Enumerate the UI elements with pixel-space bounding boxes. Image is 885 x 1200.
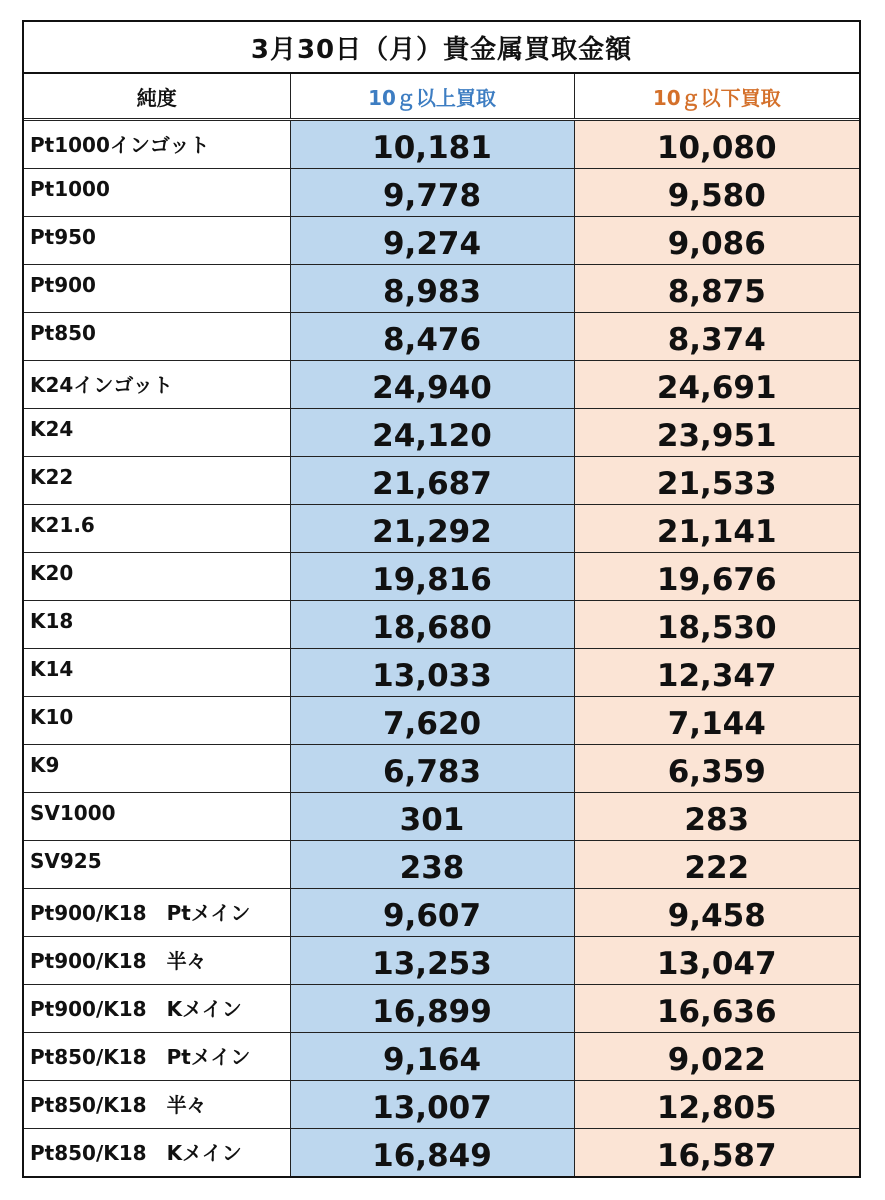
table-row [24, 793, 859, 841]
purity-label: Pt900/K18 Kメイン [24, 985, 290, 1033]
price-under-10g-value: 19,676 [656, 561, 777, 598]
price-under-10g [574, 697, 859, 745]
price-over-10g [290, 457, 574, 505]
price-over-10g-value: 16,849 [372, 1137, 492, 1174]
price-over-10g-value: 13,033 [372, 657, 492, 694]
price-under-10g [574, 889, 859, 937]
purity-label: Pt850/K18 Kメイン [24, 1129, 290, 1177]
table-row [24, 361, 859, 409]
price-over-10g-value: 8,983 [382, 273, 482, 310]
price-under-10g [574, 169, 859, 217]
price-over-10g-value: 238 [399, 849, 465, 886]
purity-label: Pt850/K18 Ptメイン [24, 1033, 290, 1081]
price-under-10g-value: 16,587 [656, 1137, 777, 1174]
price-under-10g [574, 601, 859, 649]
purity-label: K10 [24, 697, 290, 745]
purity-label: Pt950 [24, 217, 290, 265]
price-over-10g [290, 937, 574, 985]
price-over-10g [290, 265, 574, 313]
price-over-10g-value: 8,476 [382, 321, 482, 358]
price-under-10g-value: 6,359 [667, 753, 766, 790]
price-over-10g [290, 1129, 574, 1177]
purity-label: Pt900 [24, 265, 290, 313]
price-under-10g [574, 1129, 859, 1177]
table-row [24, 1081, 859, 1129]
price-under-10g [574, 409, 859, 457]
purity-label: Pt900/K18 Ptメイン [24, 889, 290, 937]
sheet-title: 3月30日（月）貴金属買取金額 [24, 22, 859, 74]
price-over-10g-value: 10,181 [372, 129, 492, 166]
price-over-10g-value: 9,164 [382, 1041, 482, 1078]
price-under-10g-value: 23,951 [656, 417, 777, 454]
price-under-10g-value: 12,347 [656, 657, 777, 694]
price-under-10g-value: 7,144 [667, 705, 766, 742]
purity-label: K14 [24, 649, 290, 697]
table-row [24, 120, 859, 169]
price-under-10g-value: 9,458 [667, 897, 766, 934]
table-row [24, 745, 859, 793]
table-row [24, 985, 859, 1033]
price-over-10g [290, 889, 574, 937]
header-over-10g: 10ｇ以上買取 [290, 74, 574, 120]
purity-label: K9 [24, 745, 290, 793]
price-over-10g-value: 18,680 [372, 609, 492, 646]
price-over-10g-value: 16,899 [372, 993, 492, 1030]
table-row [24, 697, 859, 745]
price-under-10g-value: 21,141 [656, 513, 777, 550]
table-row [24, 649, 859, 697]
price-over-10g-value: 19,816 [372, 561, 492, 598]
table-row [24, 169, 859, 217]
table-row [24, 1033, 859, 1081]
purity-label: K18 [24, 601, 290, 649]
price-under-10g [574, 793, 859, 841]
purity-label: K24インゴット [24, 361, 290, 409]
price-over-10g-value: 21,292 [372, 513, 492, 550]
table-row [24, 457, 859, 505]
price-under-10g-value: 9,580 [667, 177, 766, 214]
purity-label: Pt1000インゴット [24, 120, 290, 169]
price-under-10g-value: 10,080 [656, 129, 777, 166]
price-under-10g [574, 361, 859, 409]
price-under-10g [574, 1033, 859, 1081]
table-row [24, 889, 859, 937]
price-under-10g [574, 265, 859, 313]
price-under-10g [574, 985, 859, 1033]
price-over-10g [290, 120, 574, 169]
price-under-10g-value: 222 [684, 849, 750, 886]
header-under-10g: 10ｇ以下買取 [574, 74, 859, 120]
table-row [24, 601, 859, 649]
table-row [24, 937, 859, 985]
purity-label: SV925 [24, 841, 290, 889]
price-under-10g [574, 937, 859, 985]
price-over-10g [290, 985, 574, 1033]
price-under-10g-value: 16,636 [656, 993, 777, 1030]
price-under-10g [574, 120, 859, 169]
price-over-10g-value: 301 [399, 801, 465, 838]
price-under-10g-value: 12,805 [656, 1089, 777, 1126]
price-over-10g [290, 841, 574, 889]
price-under-10g-value: 18,530 [656, 609, 777, 646]
table-row [24, 553, 859, 601]
price-under-10g-value: 9,086 [667, 225, 766, 262]
price-under-10g [574, 457, 859, 505]
price-over-10g [290, 361, 574, 409]
price-sheet [22, 20, 861, 1178]
table-row [24, 217, 859, 265]
price-over-10g [290, 169, 574, 217]
price-over-10g [290, 553, 574, 601]
price-under-10g-value: 283 [684, 801, 750, 838]
price-over-10g-value: 13,007 [372, 1089, 492, 1126]
price-over-10g [290, 409, 574, 457]
price-over-10g-value: 9,274 [382, 225, 482, 262]
price-over-10g-value: 9,778 [382, 177, 482, 214]
price-over-10g-value: 24,940 [372, 369, 492, 406]
price-under-10g-value: 8,875 [667, 273, 766, 310]
price-under-10g [574, 1081, 859, 1129]
purity-label: K20 [24, 553, 290, 601]
price-over-10g [290, 601, 574, 649]
price-table [24, 74, 859, 1176]
price-over-10g [290, 697, 574, 745]
price-under-10g [574, 217, 859, 265]
purity-label: Pt850 [24, 313, 290, 361]
price-over-10g [290, 793, 574, 841]
price-over-10g [290, 1081, 574, 1129]
price-rows [24, 120, 859, 1177]
price-over-10g-value: 7,620 [382, 705, 482, 742]
price-over-10g [290, 217, 574, 265]
table-row [24, 841, 859, 889]
price-over-10g [290, 505, 574, 553]
purity-label: Pt900/K18 半々 [24, 937, 290, 985]
price-under-10g-value: 24,691 [656, 369, 777, 406]
price-over-10g-value: 9,607 [382, 897, 482, 934]
price-under-10g [574, 745, 859, 793]
price-under-10g [574, 313, 859, 361]
price-under-10g-value: 8,374 [667, 321, 766, 358]
table-row [24, 505, 859, 553]
table-row [24, 1129, 859, 1177]
table-row [24, 409, 859, 457]
purity-label: Pt1000 [24, 169, 290, 217]
price-over-10g [290, 745, 574, 793]
price-under-10g-value: 13,047 [656, 945, 777, 982]
price-under-10g-value: 9,022 [667, 1041, 766, 1078]
price-over-10g-value: 6,783 [382, 753, 482, 790]
price-over-10g-value: 13,253 [372, 945, 492, 982]
table-row [24, 265, 859, 313]
price-under-10g-value: 21,533 [656, 465, 777, 502]
purity-label: Pt850/K18 半々 [24, 1081, 290, 1129]
purity-label: SV1000 [24, 793, 290, 841]
header-purity: 純度 [24, 74, 290, 120]
price-under-10g [574, 649, 859, 697]
purity-label: K22 [24, 457, 290, 505]
table-row [24, 313, 859, 361]
price-under-10g [574, 553, 859, 601]
price-over-10g-value: 24,120 [372, 417, 492, 454]
purity-label: K21.6 [24, 505, 290, 553]
purity-label: K24 [24, 409, 290, 457]
price-over-10g [290, 313, 574, 361]
header-row [24, 74, 859, 120]
price-under-10g [574, 841, 859, 889]
price-under-10g [574, 505, 859, 553]
price-over-10g [290, 649, 574, 697]
price-over-10g [290, 1033, 574, 1081]
price-over-10g-value: 21,687 [372, 465, 492, 502]
